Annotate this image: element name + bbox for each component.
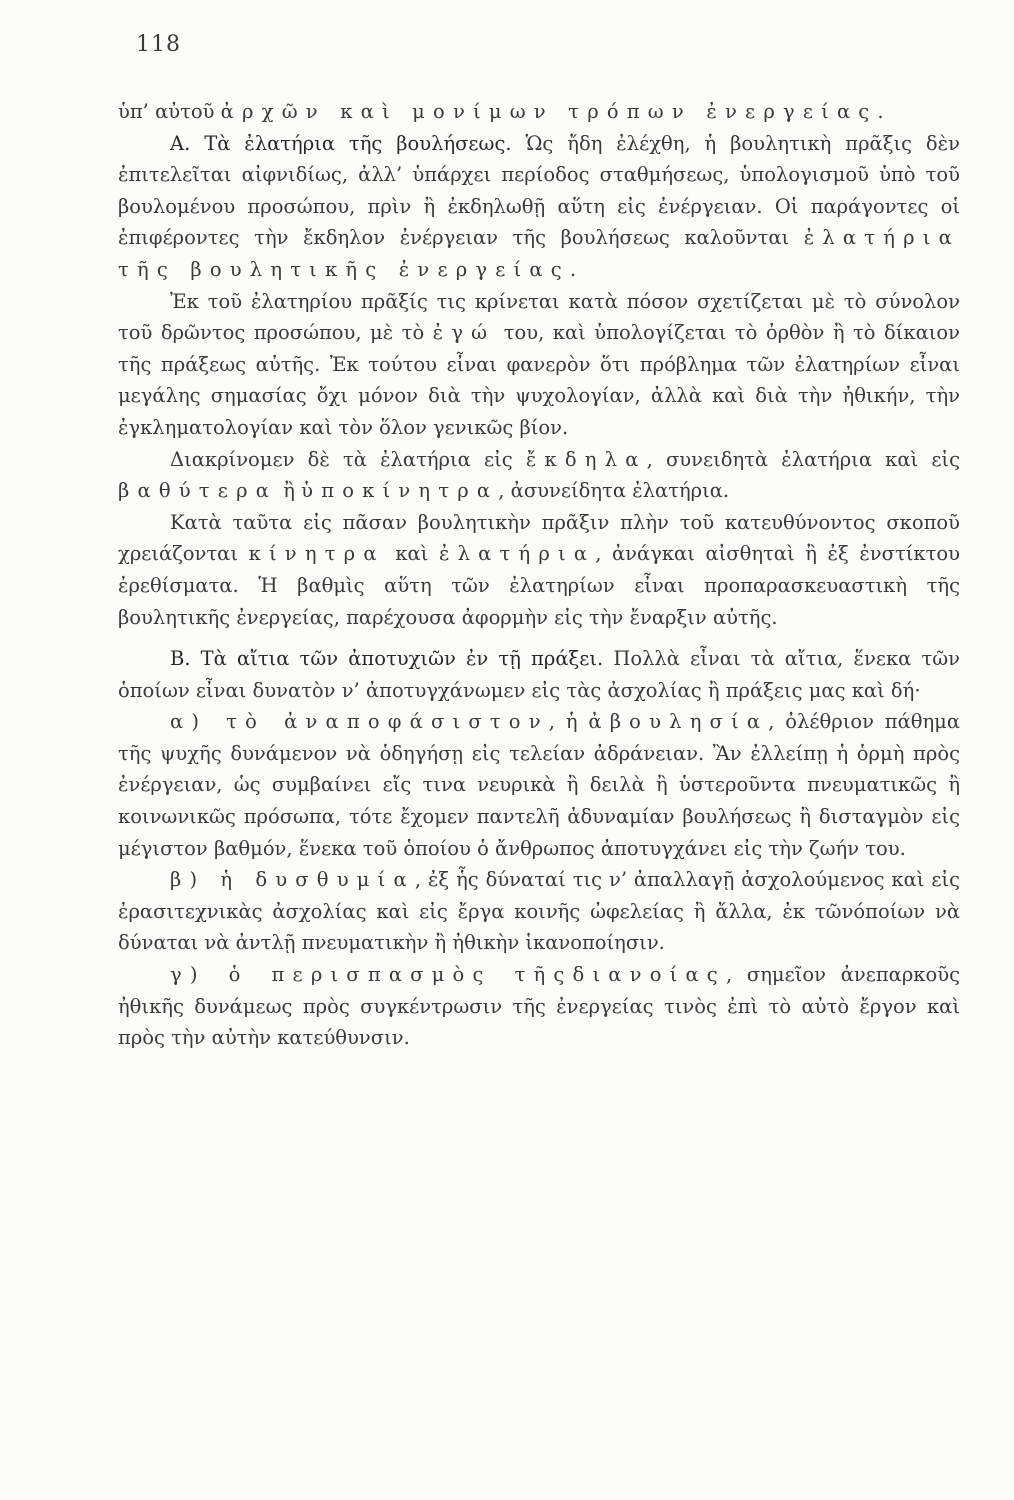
spaced-text: ἀβουλησία: [588, 710, 769, 734]
paragraph-0: ὑπ’ αὐτοῦ ἀρχῶν καὶ μονίμων τρόπων ἐνεργείας.: [118, 100, 892, 123]
paragraph-6: α) τὸ ἀναποφάσιστον, ἡ ἀβουλησία, ὀλέθριον πάθημα τῆς ψυχῆς δυνάμενον νὰ ὁδηγήσῃ εἰς τελείαν ἀδράνειαν. Ἂν ἐλλείπῃ ἡ ὁρμὴ πρὸς ἐνέργειαν, ὡς συμβαίνει εἴς τινα νευρικὰ ἢ δειλὰ ἢ ὑστεροῦντα πνευματικῶς ἢ κοινωνικῶς πρόσωπα, τότε ἔχομεν παντελῆ ἀδυναμίαν βουλήσεως ἢ δισταγμὸν εἰς μέγιστον βαθμόν, ἕνεκα τοῦ ὁποίου ὁ ἄνθρωπος ἀποτυγχάνει εἰς τὴν ζωήν του.: [118, 710, 961, 860]
spaced-text: γ) ὁ περισπασμὸς τῆςδιανοίας: [170, 963, 726, 987]
spaced-text: ἔκδηλα: [525, 447, 647, 471]
body-text: [118, 96, 960, 1054]
spaced-text: ἐλατήρια: [438, 542, 596, 566]
spaced-text: β) ἡ δυσθυμία: [170, 868, 415, 892]
section-heading-b: Β. Τὰ αἴτια τῶν ἀποτυχιῶν ἐν τῇ πράξει.: [170, 647, 604, 671]
paragraph-1: Α. Τὰ ἐλατήρια τῆς βουλήσεως. Ὡς ἤδη ἐλέχθη, ἡ βουλητικὴ πρᾶξις δὲν ἐπιτελεῖται αἰφνιδίως, ἀλλ’ ὑπάρχει περίοδος σταθμήσεως, ὑπολογισμοῦ ὑπὸ τοῦ βουλομένου προσώπου, πρὶν ἢ ἐκδηλωθῇ αὕτη εἰς ἐνέργειαν. Οἱ παράγοντες οἱ ἐπιφέροντες τὴν ἔκδηλον ἐνέργειαν τῆς βουλήσεως καλοῦνται ἐλατήρια τῆς βουλητικῆς ἐνεργείας.: [118, 131, 960, 281]
spaced-text: ἀρχῶν καὶ μονίμων τρόπων ἐνεργείας.: [220, 100, 892, 123]
spaced-text: α) τὸ ἀναποφάσιστον: [170, 710, 549, 734]
spaced-text: ἐλατήρια τῆς βουλητικῆς ἐνεργείας.: [118, 226, 960, 281]
paragraph-2: Ἐκ τοῦ ἐλατηρίου πρᾶξίς τις κρίνεται κατὰ πόσον σχετίζεται μὲ τὸ σύνολον τοῦ δρῶντος προσώπου, μὲ τὸ ἐγώ του, καὶ ὑπολογίζεται τὸ ὀρθὸν ἢ τὸ δίκαιον τῆς πράξεως αὐτῆς. Ἐκ τούτου εἶναι φανερὸν ὅτι πρόβλημα τῶν ἐλατηρίων εἶναι μεγάλης σημασίας ὄχι μόνον διὰ τὴν ψυχολογίαν, ἀλλὰ καὶ διὰ τὴν ἠθικήν, τὴν ἐγκληματολογίαν καὶ τὸν ὅλον γενικῶς βίον.: [118, 289, 960, 439]
paragraph-8: γ) ὁ περισπασμὸς τῆςδιανοίας, σημεῖον ἀνεπαρκοῦς ἠθικῆς δυνάμεως πρὸς συγκέντρωσιν τῆς ἐνεργείας τινὸς ἐπὶ τὸ αὐτὸ ἔργον καὶ πρὸς τὴν αὐτὴν κατεύθυνσιν.: [118, 963, 960, 1050]
paragraph-3: Διακρίνομεν δὲ τὰ ἐλατήρια εἰς ἔκδηλα, συνειδητὰ ἐλατήρια καὶ εἰς βαθύτερα ἢ ὑποκίνητρα, ἀσυνείδητα ἐλατήρια.: [118, 447, 960, 503]
spaced-text: ἐγώ: [432, 321, 496, 345]
page-number: 118: [136, 32, 181, 57]
paragraph-4: Κατὰ ταῦτα εἰς πᾶσαν βουλητικὴν πρᾶξιν πλὴν τοῦ κατευθύνοντος σκοποῦ χρειάζονται κίνητρα καὶ ἐλατήρια, ἀνάγκαι αἰσθηταὶ ἢ ἐξ ἐνστίκτου ἐρεθίσματα. Ἡ βαθμὶς αὕτη τῶν ἐλατηρίων εἶναι προπαρασκευαστικὴ τῆς βουλητικῆς ἐνεργείας, παρέχουσα ἀφορμὴν εἰς τὴν ἔναρξιν αὐτῆς.: [118, 510, 960, 629]
paragraph-7: β) ἡ δυσθυμία, ἐξ ἧς δύναταί τις ν’ ἀπαλλαγῇ ἀσχολούμενος καὶ εἰς ἐρασιτεχνικὰς ἀσχολίας καὶ εἰς ἔργα κοινῆς ὠφελείας ἢ ἄλλα, ἐκ τῶνόποίων νὰ δύναται νὰ ἀντλῇ πνευματικὴν ἢ ἠθικὴν ἱκανοποίησιν.: [118, 868, 960, 955]
spaced-text: βαθύτερα: [118, 479, 278, 503]
spaced-text: κίνητρα: [248, 542, 385, 566]
paragraph-5: Β. Τὰ αἴτια τῶν ἀποτυχιῶν ἐν τῇ πράξει. Πολλὰ εἶναι τὰ αἴτια, ἕνεκα τῶν ὁποίων εἶναι δυνατὸν ν’ ἀποτυγχάνωμεν εἰς τὰς ἀσχολίας ἢ πράξεις μας καὶ δή·: [118, 647, 960, 702]
section-heading-a: Α. Τὰ ἐλατήρια τῆς βουλήσεως.: [170, 131, 512, 155]
spaced-text: ὑποκίνητρα: [301, 479, 499, 503]
